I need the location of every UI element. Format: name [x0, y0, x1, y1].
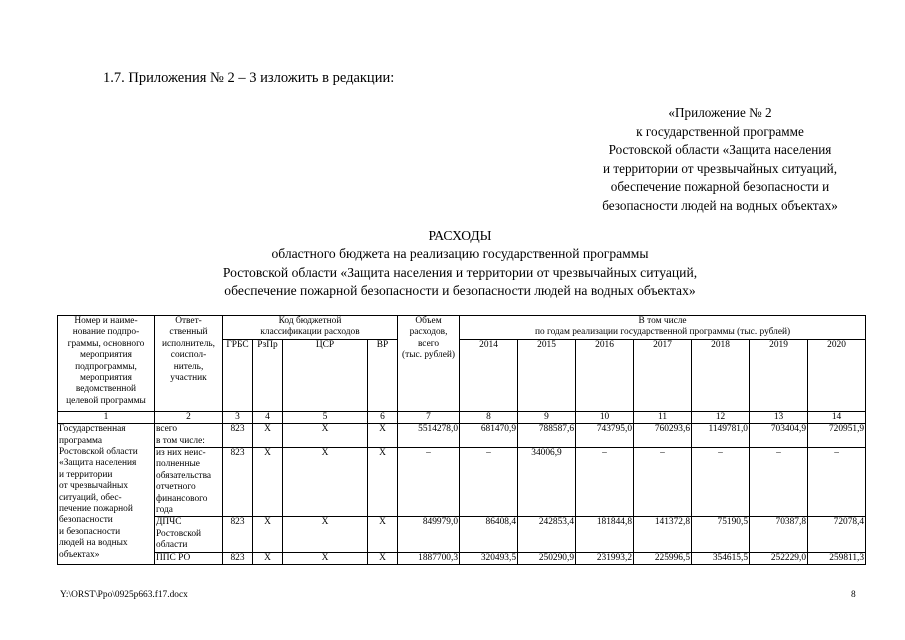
program-name-line: от чрезвычайных	[59, 481, 129, 492]
grbs-cell: 823	[223, 517, 253, 552]
title-line: Ростовской области «Защита населения и территории от чрезвычайных ситуаций,	[222, 264, 698, 280]
executor-line: полненные	[156, 459, 200, 470]
header-executor-cell	[155, 316, 223, 412]
program-name-line: печение пожарной	[59, 504, 133, 515]
program-name-line: программа	[59, 435, 103, 446]
executor-cell	[155, 448, 223, 517]
title-line: обеспечение пожарной безопасности и безопасности людей на водных объектах»	[224, 283, 696, 299]
rzpr-cell: Х	[253, 552, 283, 564]
column-number: 10	[576, 411, 634, 423]
vr-cell: Х	[368, 552, 398, 564]
appendix-line: Ростовской области «Защита населения	[608, 142, 832, 158]
year-value-cell: 181844,8	[576, 517, 634, 552]
column-number: 2	[155, 411, 223, 423]
year-value-cell: 231993,2	[576, 552, 634, 564]
header-year: 2015	[518, 339, 576, 411]
header-year: 2020	[808, 339, 866, 411]
executor-line: всего	[156, 424, 178, 435]
executor-line: области	[156, 540, 188, 551]
year-value-cell: 760293,6	[634, 424, 692, 448]
program-name-line: Государственная	[59, 424, 126, 435]
header-year: 2018	[692, 339, 750, 411]
header-text: ведомственной	[75, 384, 137, 395]
header-text: классификации расходов	[260, 327, 360, 338]
column-number: 8	[460, 411, 518, 423]
header-text: Объем	[415, 316, 442, 326]
year-value-cell: 141372,8	[634, 517, 692, 552]
appendix-line: к государственной программе	[636, 123, 804, 139]
rzpr-cell: Х	[253, 424, 283, 448]
header-text: Номер и наиме-	[74, 316, 138, 326]
appendix-line: обеспечение пожарной безопасности и	[610, 179, 830, 195]
column-number: 13	[750, 411, 808, 423]
year-value-cell: 242853,4	[518, 517, 576, 552]
header-volume-cell	[398, 316, 460, 412]
page-number: 8	[851, 590, 856, 600]
year-value-cell: 259811,3	[808, 552, 866, 564]
header-year: 2014	[460, 339, 518, 411]
csr-cell: Х	[283, 552, 368, 564]
header-text: расходов,	[409, 327, 448, 338]
year-value-cell: –	[808, 448, 866, 517]
header-text: нование подпро-	[72, 327, 140, 338]
year-value-cell: 354615,5	[692, 552, 750, 564]
header-year: 2019	[750, 339, 808, 411]
year-value-cell: 86408,4	[460, 517, 518, 552]
table-row	[58, 424, 866, 448]
title-heading: РАСХОДЫ	[428, 228, 492, 243]
year-value-cell: 703404,9	[750, 424, 808, 448]
year-value-cell: –	[576, 448, 634, 517]
appendix-line: безопасности людей на водных объектах»	[602, 197, 838, 213]
header-row	[58, 316, 866, 340]
header-text: исполнитель,	[161, 338, 216, 349]
year-value-cell: –	[460, 448, 518, 517]
grbs-cell: 823	[223, 552, 253, 564]
program-name-line: безопасности	[59, 515, 113, 526]
program-name-line: «Защита населения	[59, 458, 137, 469]
total-cell: 1887700,3	[398, 552, 460, 564]
header-code-csr: ЦСР	[283, 339, 368, 411]
program-name-cell	[58, 424, 155, 565]
program-name-line: Ростовской области	[59, 447, 138, 458]
executor-line: обязательства	[156, 470, 212, 481]
program-name-line: и территории	[59, 469, 113, 480]
header-text: Код бюджетной	[278, 316, 342, 326]
table-row	[58, 448, 866, 517]
column-number: 11	[634, 411, 692, 423]
appendix-line: и территории от чрезвычайных ситуаций,	[602, 160, 837, 176]
year-value-cell: 788587,6	[518, 424, 576, 448]
year-value-cell: 720951,9	[808, 424, 866, 448]
executor-cell	[155, 552, 223, 564]
header-text: соиспол-	[170, 350, 207, 361]
year-value-cell: 250290,9	[518, 552, 576, 564]
header-code-vr: ВР	[368, 339, 398, 411]
column-number: 3	[223, 411, 253, 423]
table-row	[58, 517, 866, 552]
year-value-cell: –	[692, 448, 750, 517]
appendix-line: «Приложение № 2	[668, 105, 772, 120]
executor-line: отчетного	[156, 482, 196, 493]
year-value-cell: 252229,0	[750, 552, 808, 564]
header-text: участник	[170, 373, 207, 384]
vr-cell: Х	[368, 448, 398, 517]
total-cell: 5514278,0	[398, 424, 460, 448]
column-number: 12	[692, 411, 750, 423]
year-value-cell: 225996,5	[634, 552, 692, 564]
total-cell: –	[398, 448, 460, 517]
column-number: 14	[808, 411, 866, 423]
grbs-cell: 823	[223, 424, 253, 448]
year-value-cell: 320493,5	[460, 552, 518, 564]
csr-cell: Х	[283, 448, 368, 517]
column-number: 7	[398, 411, 460, 423]
header-text: подпрограммы,	[75, 361, 137, 372]
header-year: 2016	[576, 339, 634, 411]
grbs-cell: 823	[223, 448, 253, 517]
executor-cell	[155, 424, 223, 448]
total-cell: 849979,0	[398, 517, 460, 552]
vr-cell: Х	[368, 517, 398, 552]
footer-file-path: Y:\ORST\Ppo\0925p663.f17.docx	[60, 590, 188, 600]
header-text: Ответ-	[175, 316, 202, 326]
document-title	[140, 227, 780, 301]
executor-line: года	[156, 505, 173, 516]
year-value-cell: 681470,9	[460, 424, 518, 448]
year-value-cell: 34006,9	[518, 448, 576, 517]
csr-cell: Х	[283, 517, 368, 552]
year-value-cell: –	[750, 448, 808, 517]
year-value-cell: 1149781,0	[692, 424, 750, 448]
header-text: мероприятия	[80, 373, 132, 384]
column-number-row	[58, 411, 866, 423]
amendment-item-text: 1.7. Приложения № 2 – 3 изложить в редакции:	[103, 70, 395, 86]
program-name-line: ситуаций, обес-	[59, 492, 122, 503]
executor-line: в том числе:	[156, 435, 205, 446]
header-text: нитель,	[173, 361, 204, 372]
vr-cell: Х	[368, 424, 398, 448]
title-line: областного бюджета на реализацию государственной программы	[271, 246, 649, 262]
header-years-group-cell	[460, 316, 866, 340]
executor-line: ДПЧС	[156, 517, 182, 528]
header-text: целевой программы	[66, 395, 146, 406]
csr-cell: Х	[283, 424, 368, 448]
header-name-cell	[58, 316, 155, 412]
header-text: всего	[417, 338, 440, 349]
year-value-cell: –	[634, 448, 692, 517]
executor-cell	[155, 517, 223, 552]
column-number: 4	[253, 411, 283, 423]
header-code-group-cell	[223, 316, 398, 340]
executor-line: ППС РО	[156, 552, 191, 563]
column-number: 9	[518, 411, 576, 423]
header-text: граммы, основного	[67, 338, 145, 349]
program-name-line: и безопасности	[59, 526, 121, 537]
year-value-cell: 743795,0	[576, 424, 634, 448]
executor-line: из них неис-	[156, 448, 206, 459]
header-text: мероприятия	[80, 350, 132, 361]
table-row	[58, 552, 866, 564]
header-text: В том числе	[638, 316, 687, 326]
column-number: 1	[58, 411, 155, 423]
year-value-cell: 72078,4	[808, 517, 866, 552]
program-name-line: людей на водных	[59, 538, 128, 549]
column-number: 5	[283, 411, 368, 423]
header-code-rzpr: РзПр	[253, 339, 283, 411]
rzpr-cell: Х	[253, 448, 283, 517]
appendix-caption	[560, 104, 880, 216]
header-code-grbs: ГРБС	[223, 339, 253, 411]
year-value-cell: 70387,8	[750, 517, 808, 552]
executor-line: Ростовской	[156, 528, 202, 539]
year-value-cell: 75190,5	[692, 517, 750, 552]
header-text: (тыс. рублей)	[401, 350, 455, 361]
expenditure-table	[57, 315, 866, 565]
rzpr-cell: Х	[253, 517, 283, 552]
column-number: 6	[368, 411, 398, 423]
program-name-line: объектах»	[59, 549, 100, 560]
header-year: 2017	[634, 339, 692, 411]
header-text: по годам реализации государственной программы (тыс. рублей)	[534, 327, 791, 338]
executor-line: финансового	[156, 493, 208, 504]
header-text: ственный	[169, 327, 208, 338]
